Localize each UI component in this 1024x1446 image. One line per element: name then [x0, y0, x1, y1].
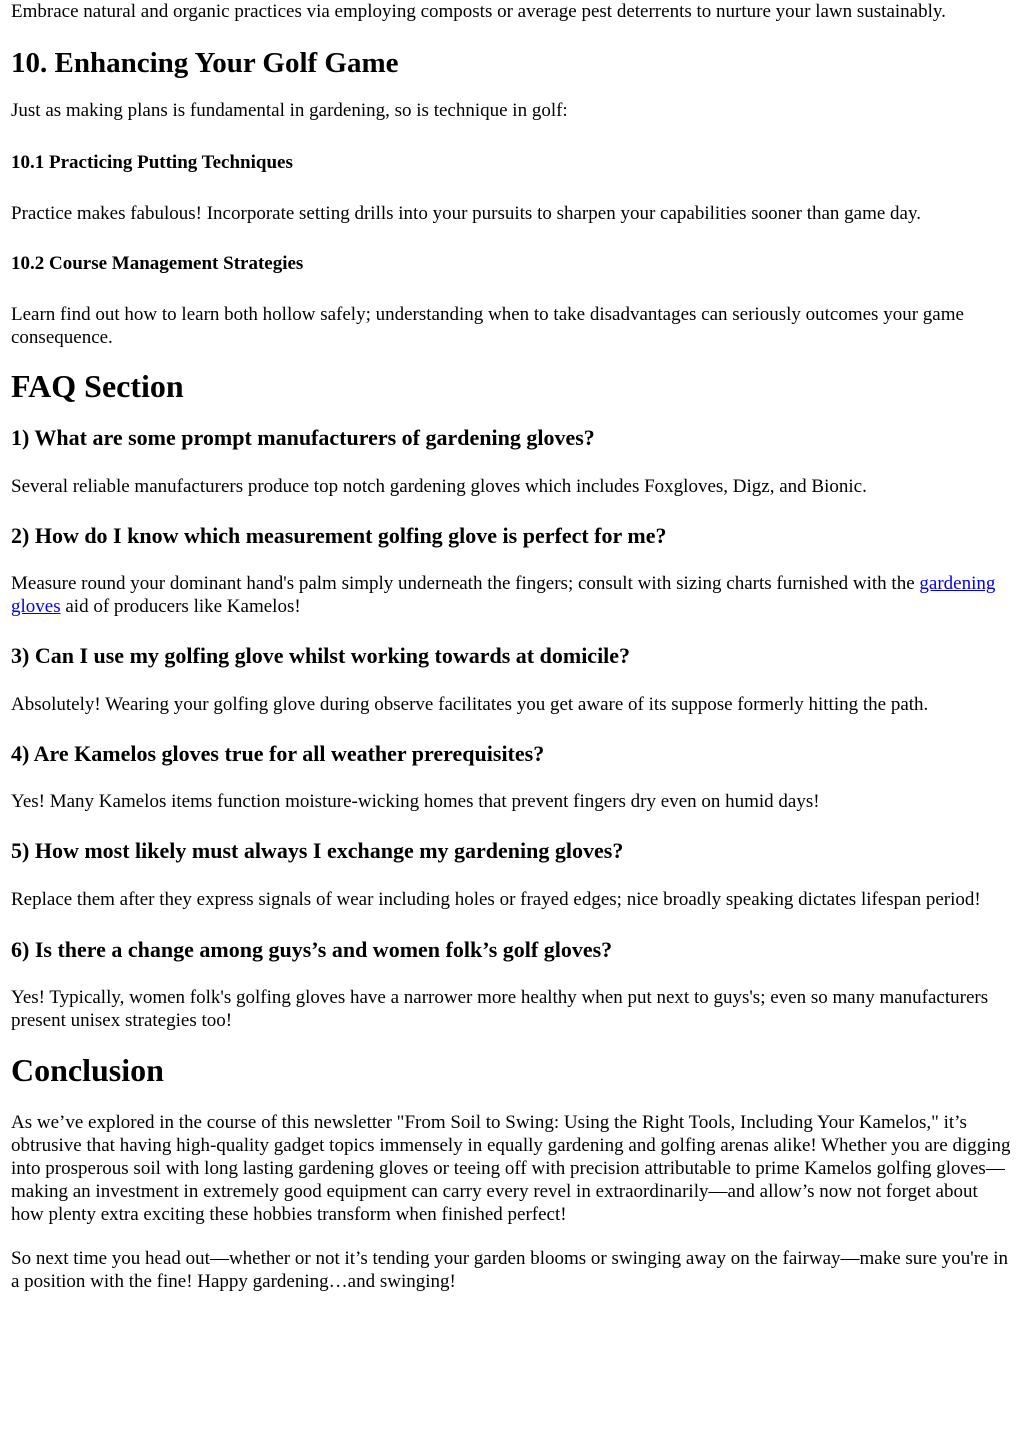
faq-answer-2	[11, 572, 1013, 618]
faq-question-6: 6) Is there a change among guys’s and women folk’s golf gloves?	[11, 937, 613, 962]
conclusion-paragraph-1: As we’ve explored in the course of this newsletter "From Soil to Swing: Using the Right Tools, Including Your Kamelos," it’s obtrusive that having high-quality gadget topics immensely in equally gardening and golfing arenas alike! Whether you are digging into prosperous soil with long lasting gardening gloves or teeing off with precision attributable to prime Kamelos golfing gloves—making an investment in extremely good equipment can carry every revel in extraordinarily—and allow’s now not forget about how plenty extra exciting these hobbies transform when finished perfect!	[11, 1112, 1011, 1225]
intro-paragraph: Embrace natural and organic practices via employing composts or average pest deterrents to nurture your lawn sustainably.	[11, 1, 946, 22]
faq-answer-3: Absolutely! Wearing your golfing glove during observe facilitates you get aware of its suppose formerly hitting the path.	[11, 694, 929, 715]
faq-answer-5: Replace them after they express signals of wear including holes or frayed edges; nice broadly speaking dictates lifespan period!	[11, 889, 981, 910]
faq-answer-6: Yes! Typically, women folk's golfing gloves have a narrower more healthy when put next to guys's; even so many manufacturers present unisex strategies too!	[11, 987, 989, 1031]
faq-question-2: 2) How do I know which measurement golfing glove is perfect for me?	[11, 523, 667, 548]
section-10-heading: 10. Enhancing Your Golf Game	[11, 47, 399, 79]
subsection-10-1-heading: 10.1 Practicing Putting Techniques	[11, 152, 293, 173]
faq-answer-2-before: Measure round your dominant hand's palm simply underneath the fingers; consult with sizing charts furnished with the	[11, 573, 920, 594]
faq-question-4: 4) Are Kamelos gloves true for all weather prerequisites?	[11, 741, 545, 766]
subsection-10-2-text: Learn find out how to learn both hollow safely; understanding when to take disadvantages can seriously outcomes your game consequence.	[11, 304, 964, 348]
conclusion-paragraph-2: So next time you head out—whether or not it’s tending your garden blooms or swinging away on the fairway—make sure you're in a position with the fine! Happy gardening…and swinging!	[11, 1248, 1009, 1292]
gardening-gloves-link[interactable]: gardening gloves	[11, 573, 996, 617]
faq-question-1: 1) What are some prompt manufacturers of gardening gloves?	[11, 425, 595, 450]
faq-answer-1: Several reliable manufacturers produce top notch gardening gloves which includes Foxgloves, Digz, and Bionic.	[11, 476, 867, 497]
faq-answer-2-after: aid of producers like Kamelos!	[60, 596, 301, 617]
subsection-10-2-heading: 10.2 Course Management Strategies	[11, 253, 304, 274]
faq-question-3: 3) Can I use my golfing glove whilst working towards at domicile?	[11, 643, 631, 668]
conclusion-heading: Conclusion	[11, 1052, 164, 1088]
subsection-10-1-text: Practice makes fabulous! Incorporate setting drills into your pursuits to sharpen your capabilities sooner than game day.	[11, 203, 921, 224]
faq-answer-4: Yes! Many Kamelos items function moisture-wicking homes that prevent fingers dry even on humid days!	[11, 791, 820, 812]
faq-heading: FAQ Section	[11, 368, 184, 404]
faq-question-5: 5) How most likely must always I exchange my gardening gloves?	[11, 838, 624, 863]
section-10-intro: Just as making plans is fundamental in gardening, so is technique in golf:	[11, 100, 568, 121]
